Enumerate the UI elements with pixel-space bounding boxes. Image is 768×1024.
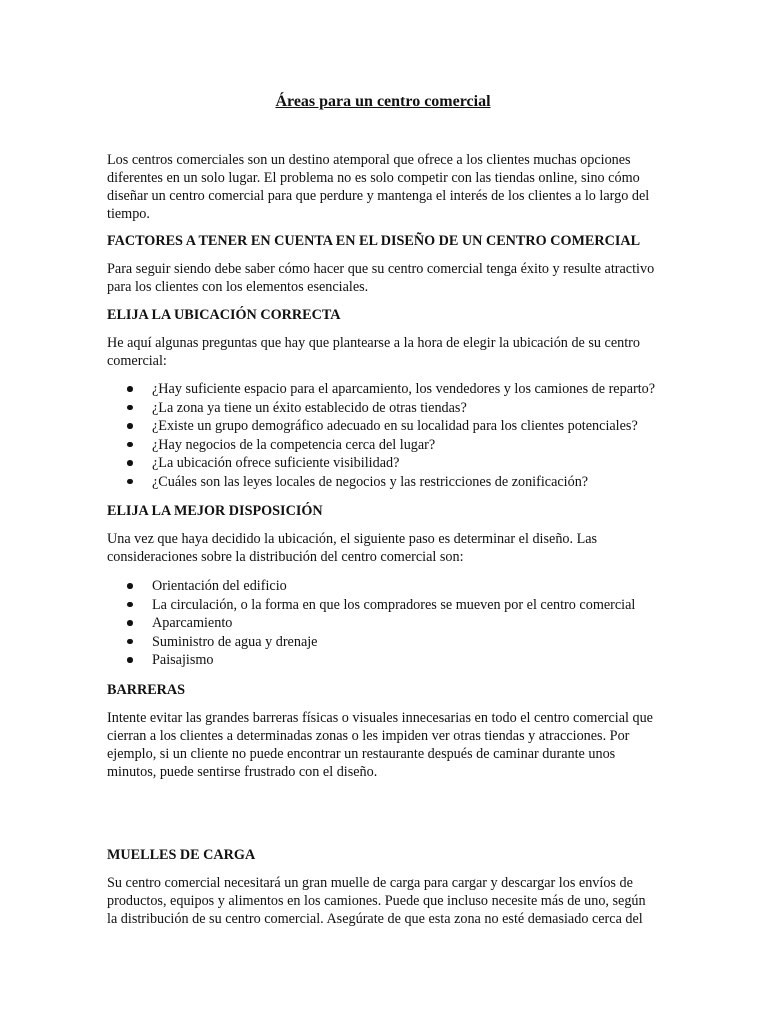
section-text-factores: Para seguir siendo debe saber cómo hacer que su centro comercial tenga éxito y resulte atractivo para los clientes con los elementos esenciales. [107, 261, 655, 295]
list-item-text: Paisajismo [152, 652, 214, 669]
bullet-icon [127, 442, 133, 448]
bullet-icon [127, 639, 133, 645]
list-item-text: La circulación, o la forma en que los compradores se mueven por el centro comercial [152, 596, 636, 613]
list-item-text: Suministro de agua y drenaje [152, 633, 318, 650]
list-item-text: ¿La ubicación ofrece suficiente visibilidad? [152, 455, 400, 472]
list-item-text: Orientación del edificio [152, 578, 287, 594]
list-item-text: Aparcamiento [152, 615, 233, 632]
bullet-icon [127, 479, 133, 485]
bullet-icon [127, 620, 133, 626]
bullet-icon [127, 405, 133, 411]
list-item-text: ¿Cuáles son las leyes locales de negocios y las restricciones de zonificación? [152, 473, 589, 490]
list-item-text: ¿Existe un grupo demográfico adecuado en su localidad para los clientes potenciales? [152, 418, 638, 435]
section-text-disposicion: Una vez que haya decidido la ubicación, el siguiente paso es determinar el diseño. Las consideraciones sobre la distribución del centro comercial son: [107, 531, 598, 565]
list-item [107, 577, 659, 596]
bullet-icon [127, 602, 133, 608]
section-heading-ubicacion: ELIJA LA UBICACIÓN CORRECTA [107, 307, 341, 323]
section-text-ubicacion: He aquí algunas preguntas que hay que plantearse a la hora de elegir la ubicación de su centro comercial: [107, 335, 640, 369]
list-item [107, 380, 659, 399]
section-heading-factores: FACTORES A TENER EN CUENTA EN EL DISEÑO DE UN CENTRO COMERCIAL [107, 233, 641, 249]
list-ubicacion [107, 380, 659, 492]
list-item [107, 633, 659, 652]
list-item [107, 614, 659, 633]
list-item-text: ¿La zona ya tiene un éxito establecido de otras tiendas? [152, 399, 467, 416]
list-item-text: ¿Hay negocios de la competencia cerca del lugar? [152, 436, 436, 453]
list-disposicion [107, 577, 659, 670]
list-item [107, 596, 659, 615]
section-heading-barreras: BARRERAS [107, 682, 186, 698]
document-title: Áreas para un centro comercial [275, 93, 491, 110]
section-text-barreras: Intente evitar las grandes barreras físicas o visuales innecesarias en todo el centro comercial que cierran a los clientes a determinadas zonas o les impiden ver otras tiendas y atracciones. Por ejemplo, si un cliente no puede encontrar un restaurante después de caminar durante unos minutos, puede sentirse frustrado con el diseño. [107, 710, 653, 780]
section-heading-muelles: MUELLES DE CARGA [107, 847, 256, 863]
list-item [107, 399, 659, 418]
bullet-icon [127, 583, 133, 589]
bullet-icon [127, 460, 133, 466]
list-item [107, 454, 659, 473]
section-text-muelles: Su centro comercial necesitará un gran muelle de carga para cargar y descargar los envíos de productos, equipos y alimentos en los camiones. Puede que incluso necesite más de uno, según la distribución de su centro comercial. Asegúrate de que esta zona no esté demasiado cerca del [107, 875, 646, 927]
list-item-text: ¿Hay suficiente espacio para el aparcamiento, los vendedores y los camiones de reparto? [152, 381, 656, 397]
list-item [107, 436, 659, 455]
bullet-icon [127, 423, 133, 429]
intro-paragraph: Los centros comerciales son un destino atemporal que ofrece a los clientes muchas opciones diferentes en un solo lugar. El problema no es solo competir con las tiendas online, sino cómo diseñar un centro comercial para que perdure y mantenga el interés de los clientes a lo largo del tiempo. [107, 152, 650, 222]
section-heading-disposicion: ELIJA LA MEJOR DISPOSICIÓN [107, 503, 323, 519]
bullet-icon [127, 386, 133, 392]
bullet-icon [127, 657, 133, 663]
list-item [107, 651, 659, 670]
list-item [107, 473, 659, 492]
list-item [107, 417, 659, 436]
